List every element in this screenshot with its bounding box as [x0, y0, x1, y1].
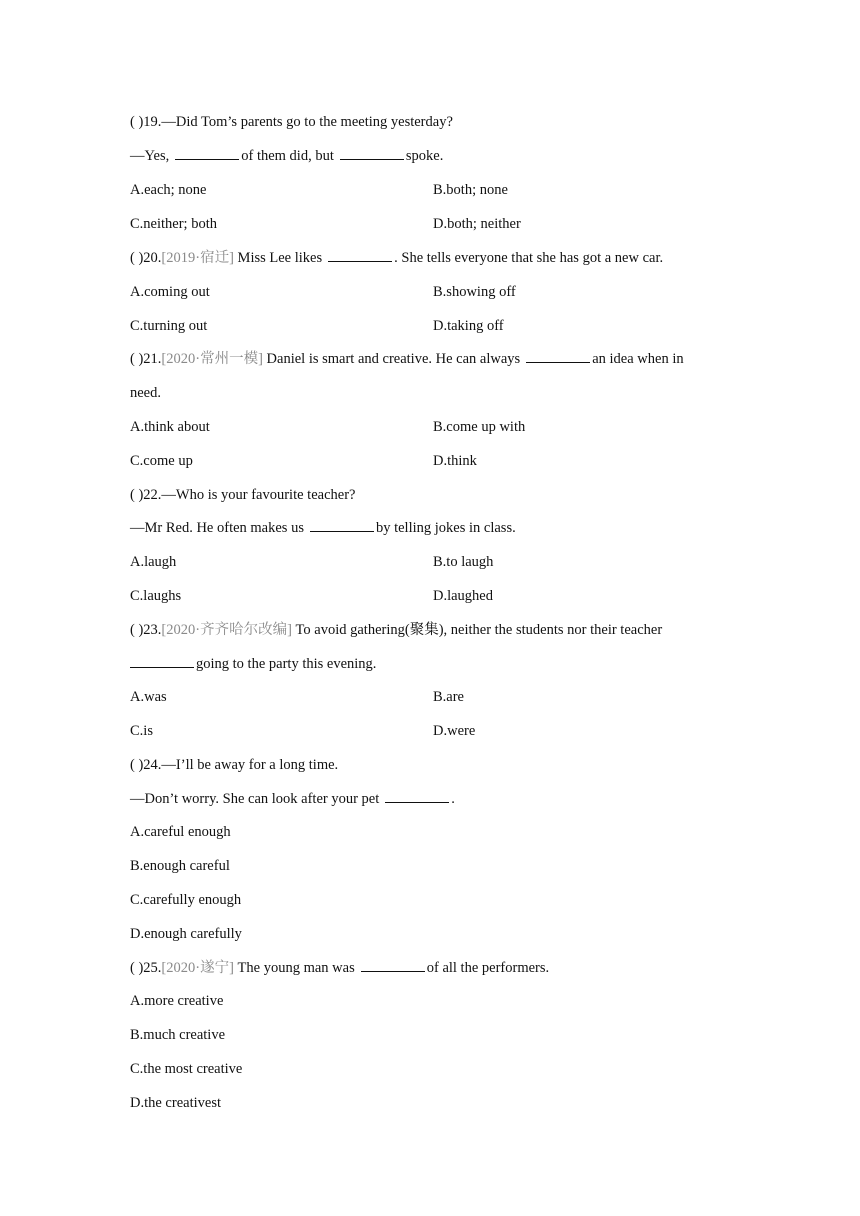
q24-line-end: . [451, 791, 455, 807]
q21-stem-continued: need. [130, 385, 161, 401]
q25-option-a: A.more creative [130, 993, 224, 1009]
q21-text-end: an idea when in [592, 351, 684, 367]
q20-option-d: D.taking off [433, 318, 504, 334]
q21-source: [2020·常州一模] [161, 351, 263, 367]
q20-text-start: Miss Lee likes [233, 250, 323, 266]
q20-option-c: C.turning out [130, 318, 208, 334]
q23-number: ( )23. [130, 622, 162, 638]
q20-option-a: A.coming out [130, 284, 210, 300]
answer-blank [310, 519, 374, 532]
q25-option-c: C.the most creative [130, 1061, 243, 1077]
q24-answer-line [130, 790, 455, 808]
answer-blank [526, 350, 590, 363]
q22-option-a: A.laugh [130, 554, 177, 570]
q22-option-c: C.laughs [130, 588, 182, 604]
answer-blank [385, 790, 449, 803]
q24-option-a: A.careful enough [130, 824, 231, 840]
q20-option-b: B.showing off [433, 284, 516, 300]
q21-number: ( )21. [130, 351, 162, 367]
answer-blank [130, 655, 194, 668]
q19-option-c: C.neither; both [130, 216, 217, 232]
q24-line-start: —Don’t worry. She can look after your pet [130, 791, 380, 807]
q24-stem: ( )24.—I’ll be away for a long time. [130, 757, 339, 773]
q20-stem [130, 249, 663, 267]
q19-line-start: —Yes, [130, 148, 170, 164]
q24-option-b: B.enough careful [130, 858, 230, 874]
q23-option-b: B.are [433, 689, 464, 705]
q19-stem: ( )19.—Did Tom’s parents go to the meeting yesterday? [130, 114, 453, 130]
q22-answer-line [130, 519, 516, 537]
q21-option-b: B.come up with [433, 419, 526, 435]
q25-option-b: B.much creative [130, 1027, 226, 1043]
answer-blank [175, 147, 239, 160]
q23-stem-continued [130, 655, 376, 673]
q25-text-start: The young man was [233, 960, 355, 976]
q21-text-start: Daniel is smart and creative. He can always [262, 351, 521, 367]
q21-option-c: C.come up [130, 453, 193, 469]
q21-stem [130, 350, 684, 368]
q23-source: [2020·齐齐哈尔改编] [161, 622, 292, 638]
q20-source: [2019·宿迁] [161, 250, 234, 266]
answer-blank [340, 147, 404, 160]
answer-blank [361, 959, 425, 972]
q23-option-c: C.is [130, 723, 153, 739]
q19-line-end: spoke. [405, 148, 444, 164]
q23-text-end: going to the party this evening. [196, 656, 377, 672]
q25-number: ( )25. [130, 960, 162, 976]
q23-option-d: D.were [433, 723, 476, 739]
q22-line-start: —Mr Red. He often makes us [130, 520, 304, 536]
q22-option-d: D.laughed [433, 588, 493, 604]
q20-number: ( )20. [130, 250, 162, 266]
answer-blank [328, 249, 392, 262]
q19-option-d: D.both; neither [433, 216, 521, 232]
q25-text-end: of all the performers. [426, 960, 550, 976]
q23-stem [130, 621, 662, 639]
q22-line-end: by telling jokes in class. [375, 520, 516, 536]
q23-text-start: To avoid gathering(聚集), neither the students nor their teacher [291, 622, 663, 638]
q19-answer-line [130, 147, 443, 165]
q21-option-d: D.think [433, 453, 477, 469]
q20-text-end: . She tells everyone that she has got a new car. [394, 250, 664, 266]
q19-option-b: B.both; none [433, 182, 508, 198]
q19-option-a: A.each; none [130, 182, 207, 198]
q22-stem: ( )22.—Who is your favourite teacher? [130, 487, 356, 503]
q23-option-a: A.was [130, 689, 167, 705]
q21-option-a: A.think about [130, 419, 210, 435]
q24-option-c: C.carefully enough [130, 892, 242, 908]
q24-option-d: D.enough carefully [130, 926, 242, 942]
q25-stem [130, 959, 549, 977]
q22-option-b: B.to laugh [433, 554, 494, 570]
q25-option-d: D.the creativest [130, 1095, 221, 1111]
q25-source: [2020·遂宁] [161, 960, 234, 976]
q19-line-mid: of them did, but [241, 148, 334, 164]
